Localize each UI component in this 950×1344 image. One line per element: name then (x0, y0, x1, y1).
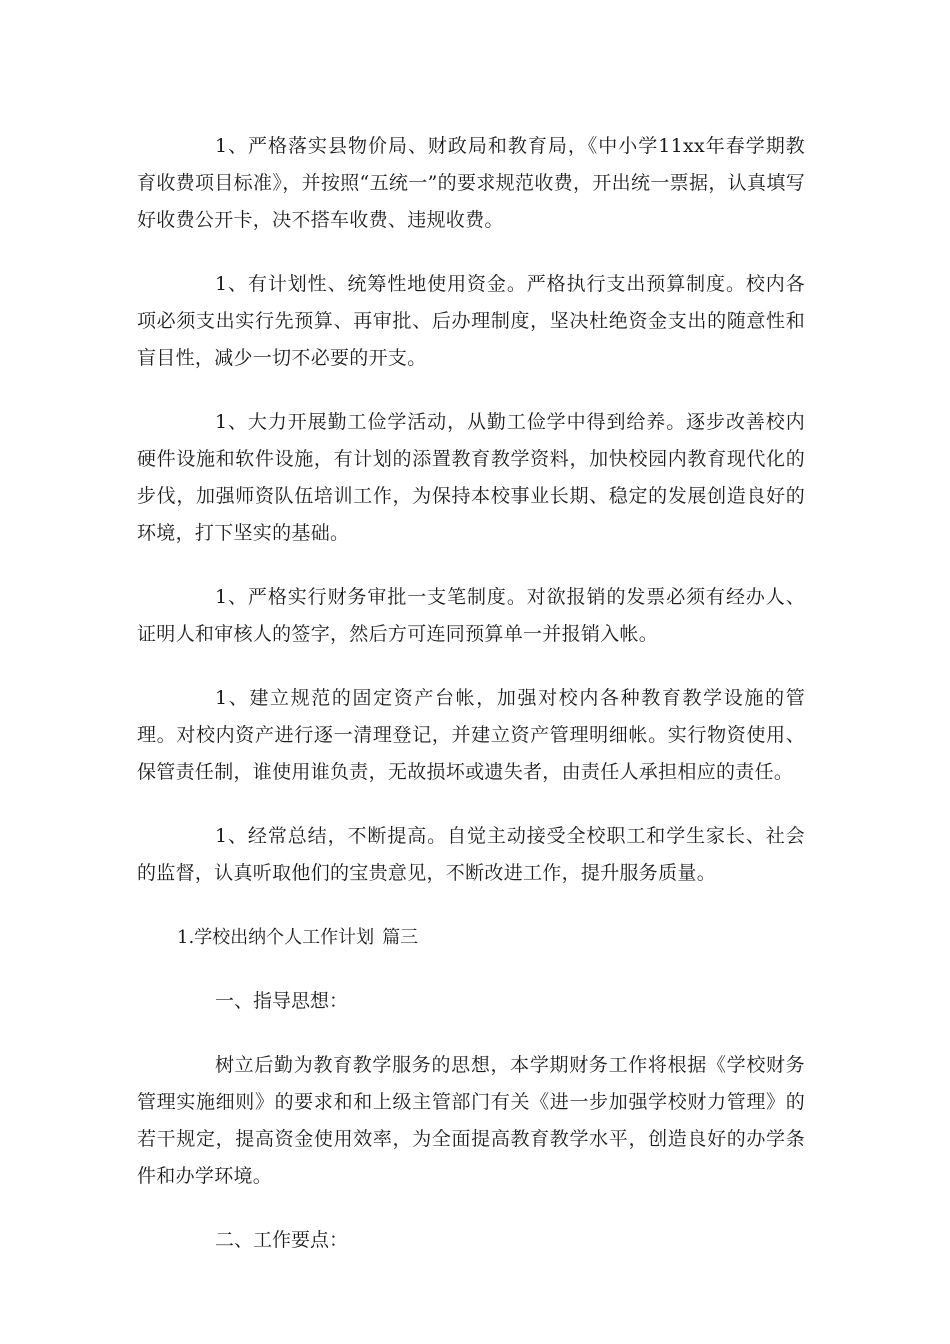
paragraph-fee-standards: 1、严格落实县物价局、财政局和教育局，《中小学11xx年春学期教育收费项目标准》，并按照“五统一”的要求规范收费，开出统一票据，认真填写好收费公开卡，决不搭车收费、违规收费。 (137, 135, 805, 231)
paragraph-approval-system: 1、严格实行财务审批一支笔制度。对欲报销的发票必须有经办人、证明人和审核人的签字，然后方可连同预算单一并报销入帐。 (137, 586, 805, 645)
paragraph-summary: 1、经常总结，不断提高。自觉主动接受全校职工和学生家长、社会的监督，认真听取他们的宝贵意见，不断改进工作，提升服务质量。 (137, 825, 805, 884)
paragraph-fixed-assets: 1、建立规范的固定资产台帐，加强对校内各种教育教学设施的管理。对校内资产进行逐一清理登记，并建立资产管理明细帐。实行物资使用、保管责任制，谁使用谁负责，无故损坏或遗失者，由责任人承担相应的责任。 (137, 687, 805, 783)
section-heading-title: 1.学校出纳个人工作计划 (177, 927, 375, 948)
paragraph-fund-planning: 1、有计划性、统筹性地使用资金。严格执行支出预算制度。校内各项必须支出实行先预算、再审批、后办理制度，坚决杜绝资金支出的随意性和盲目性，减少一切不必要的开支。 (137, 273, 805, 369)
section-heading (137, 919, 805, 956)
paragraph-work-study: 1、大力开展勤工俭学活动，从勤工俭学中得到给养。逐步改善校内硬件设施和软件设施，有计划的添置教育教学资料，加快校园内教育现代化的步伐，加强师资队伍培训工作，为保持本校事业长期、稳定的发展创造良好的环境，打下坚实的基础。 (137, 411, 805, 544)
work-points-heading: 二、工作要点： (215, 1229, 349, 1251)
document-page (137, 128, 805, 1286)
section-heading-suffix: 篇三 (382, 927, 419, 948)
paragraph-guiding-thought: 树立后勤为教育教学服务的思想，本学期财务工作将根据《学校财务管理实施细则》的要求和和上级主管部门有关《进一步加强学校财力管理》的若干规定，提高资金使用效率，为全面提高教育教学水平，创造良好的办学条件和办学环境。 (137, 1054, 805, 1187)
guiding-heading: 一、指导思想： (215, 990, 349, 1012)
